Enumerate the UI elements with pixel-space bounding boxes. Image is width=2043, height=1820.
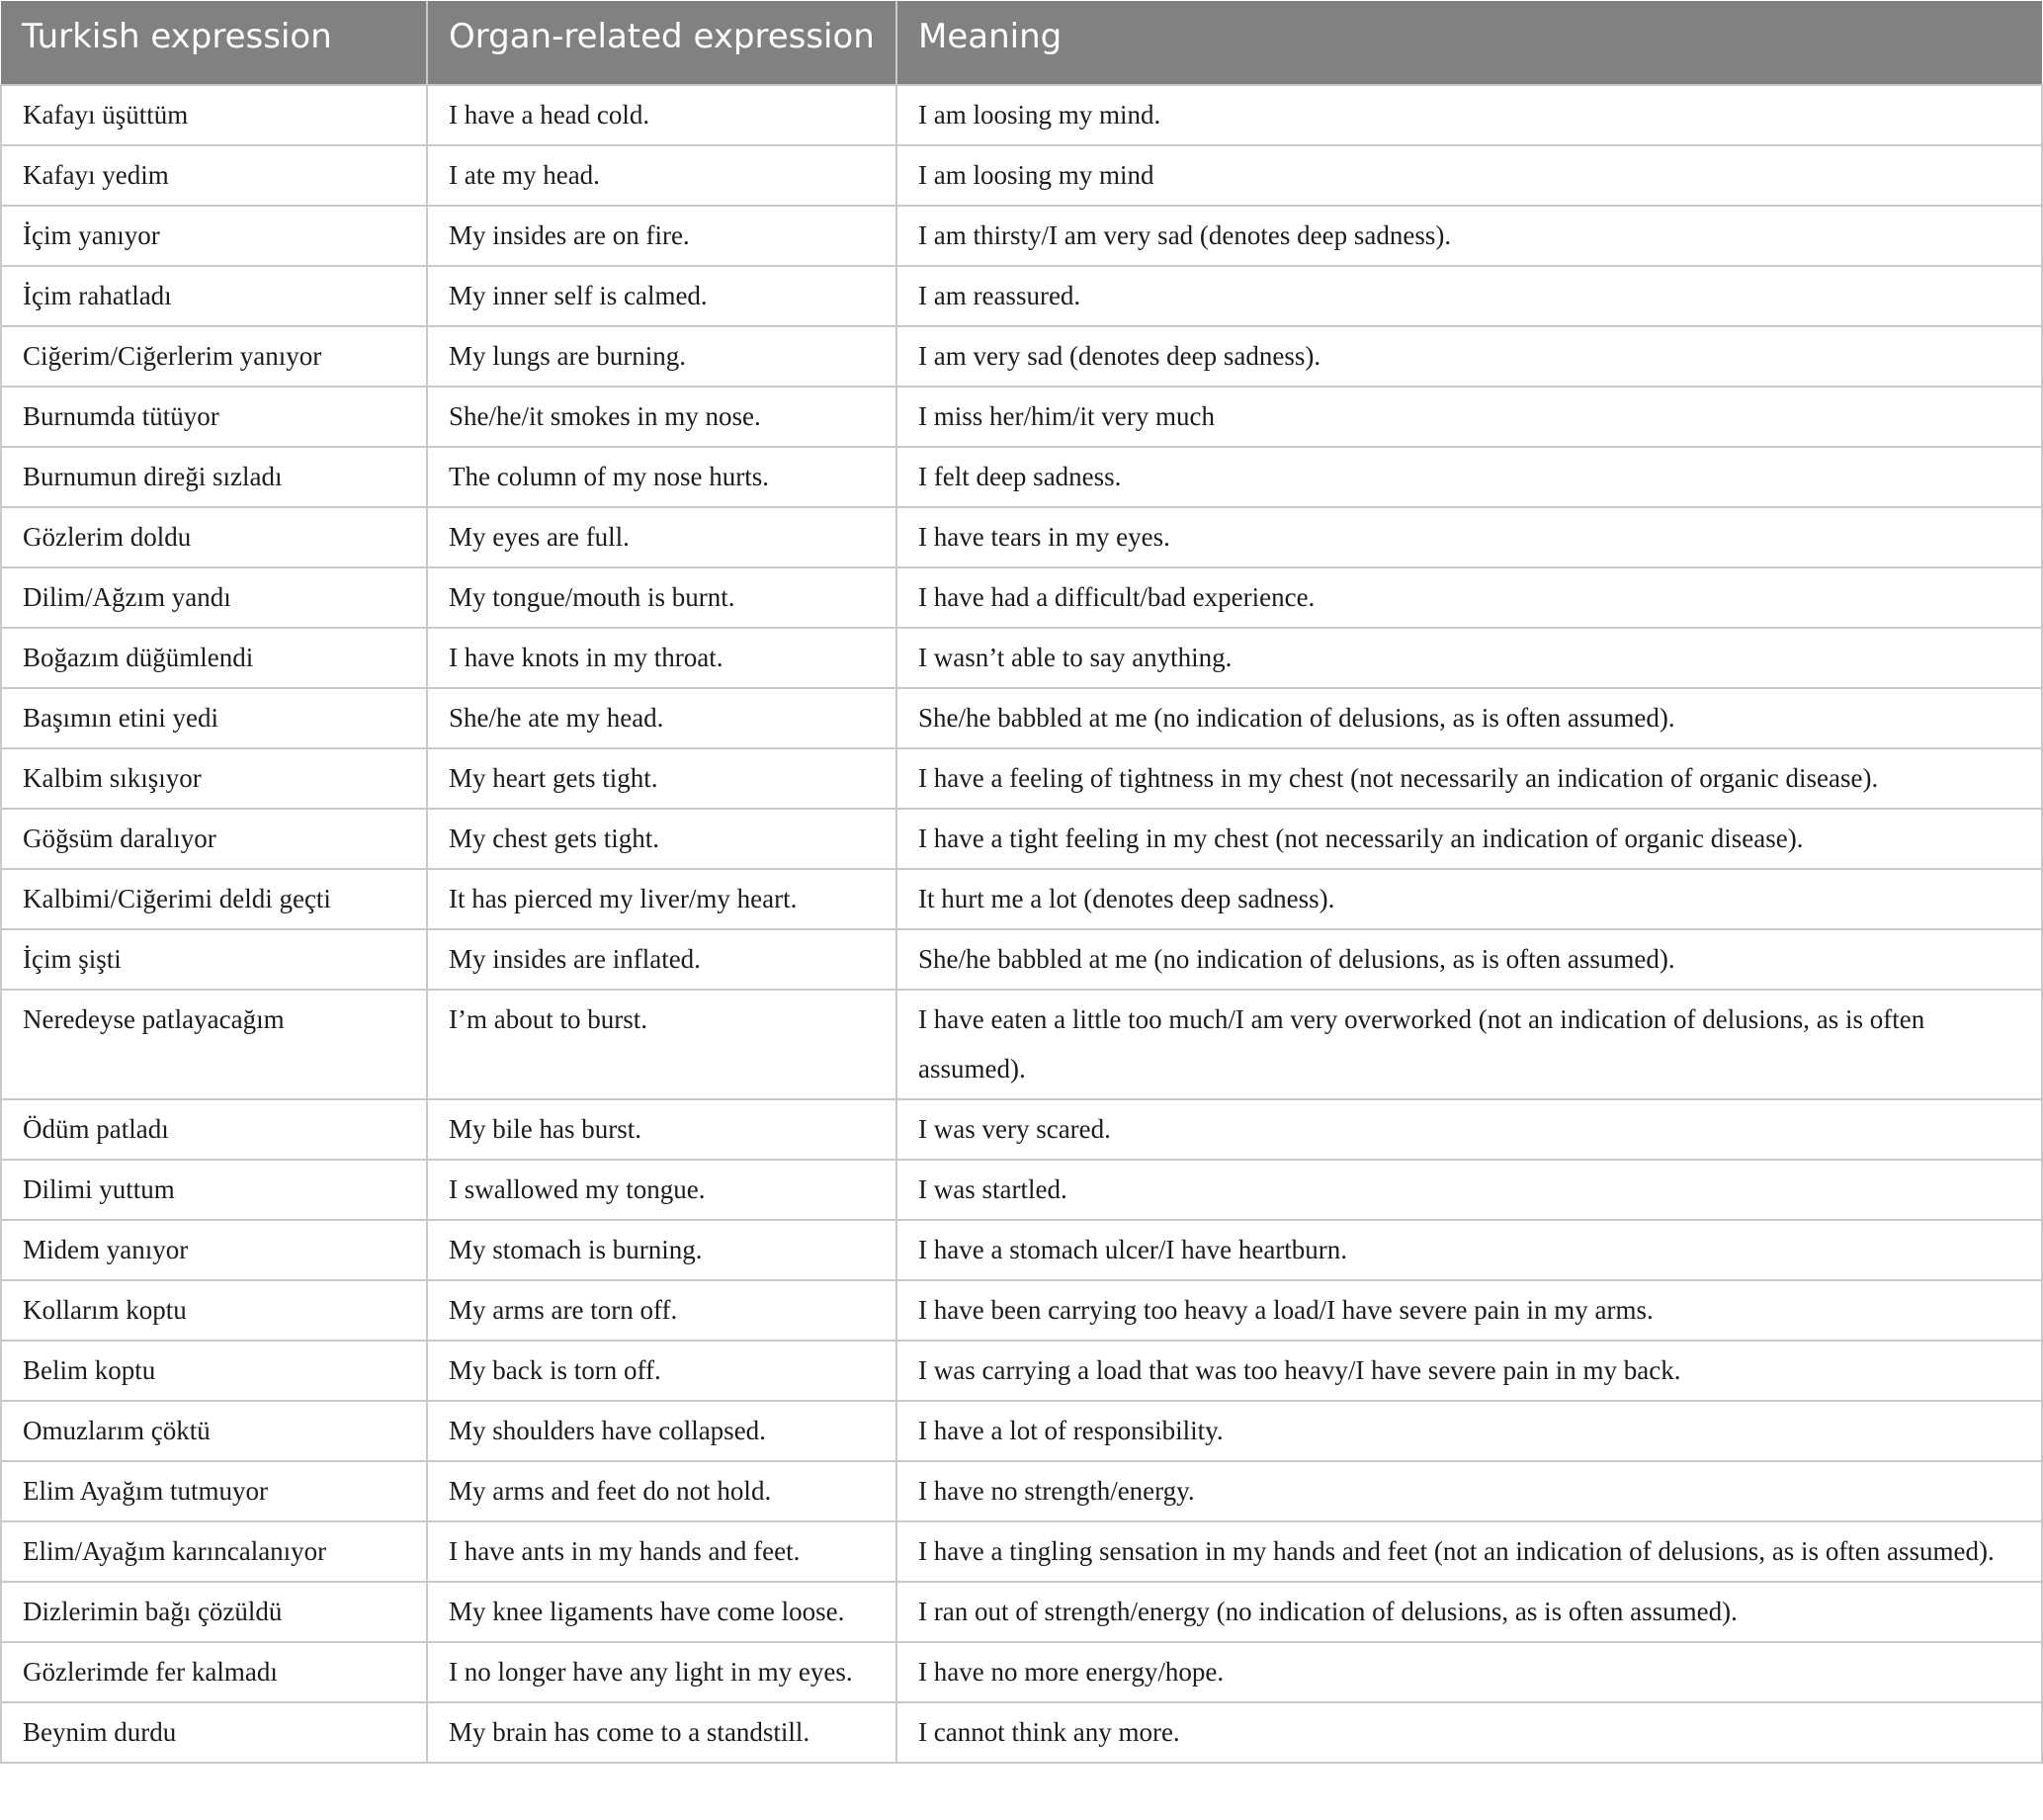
- meaning-cell: I am loosing my mind: [896, 145, 2042, 206]
- table-row: [1, 688, 2042, 748]
- turkish-expression-cell: Elim/Ayağım karıncalanıyor: [1, 1521, 427, 1582]
- turkish-expression-cell: Dizlerimin bağı çözüldü: [1, 1582, 427, 1642]
- turkish-expression-cell: Kafayı üşüttüm: [1, 85, 427, 145]
- organ-related-expression-cell: The column of my nose hurts.: [427, 447, 896, 507]
- turkish-expression-cell: İçim rahatladı: [1, 266, 427, 326]
- meaning-cell: I have been carrying too heavy a load/I have severe pain in my arms.: [896, 1280, 2042, 1341]
- turkish-expression-cell: Beynim durdu: [1, 1702, 427, 1763]
- table-row: [1, 809, 2042, 869]
- organ-related-expression-cell: I have knots in my throat.: [427, 628, 896, 688]
- organ-related-expression-cell: My eyes are full.: [427, 507, 896, 567]
- organ-related-expression-cell: My insides are on fire.: [427, 206, 896, 266]
- organ-related-expression-cell: I no longer have any light in my eyes.: [427, 1642, 896, 1702]
- turkish-expression-cell: Dilim/Ağzım yandı: [1, 567, 427, 628]
- turkish-expression-cell: Boğazım düğümlendi: [1, 628, 427, 688]
- meaning-cell: I have a lot of responsibility.: [896, 1401, 2042, 1461]
- organ-related-expression-cell: She/he ate my head.: [427, 688, 896, 748]
- table-row: [1, 990, 2042, 1099]
- turkish-expression-cell: Dilimi yuttum: [1, 1160, 427, 1220]
- table-row: [1, 1702, 2042, 1763]
- meaning-cell: I have a stomach ulcer/I have heartburn.: [896, 1220, 2042, 1280]
- meaning-cell: I have no more energy/hope.: [896, 1642, 2042, 1702]
- meaning-cell: I have a feeling of tightness in my chest (not necessarily an indication of organic disease).: [896, 748, 2042, 809]
- organ-related-expression-cell: I swallowed my tongue.: [427, 1160, 896, 1220]
- meaning-cell: I wasn’t able to say anything.: [896, 628, 2042, 688]
- turkish-expression-cell: Burnumda tütüyor: [1, 387, 427, 447]
- organ-related-expression-cell: I have a head cold.: [427, 85, 896, 145]
- meaning-cell: I am thirsty/I am very sad (denotes deep sadness).: [896, 206, 2042, 266]
- table-header-row: [1, 1, 2042, 85]
- table-row: [1, 567, 2042, 628]
- table-row: [1, 869, 2042, 929]
- turkish-expression-cell: Midem yanıyor: [1, 1220, 427, 1280]
- turkish-expression-cell: Ödüm patladı: [1, 1099, 427, 1160]
- meaning-cell: I have eaten a little too much/I am very overworked (not an indication of delusions, as is often assumed).: [896, 990, 2042, 1099]
- meaning-cell: I cannot think any more.: [896, 1702, 2042, 1763]
- table-row: [1, 1642, 2042, 1702]
- table-row: [1, 1461, 2042, 1521]
- organ-related-expression-cell: My chest gets tight.: [427, 809, 896, 869]
- meaning-cell: I have a tight feeling in my chest (not necessarily an indication of organic disease).: [896, 809, 2042, 869]
- table-row: [1, 507, 2042, 567]
- organ-related-expression-cell: My insides are inflated.: [427, 929, 896, 990]
- organ-related-expression-cell: My inner self is calmed.: [427, 266, 896, 326]
- turkish-expression-cell: Başımın etini yedi: [1, 688, 427, 748]
- organ-related-expression-cell: She/he/it smokes in my nose.: [427, 387, 896, 447]
- meaning-cell: I am loosing my mind.: [896, 85, 2042, 145]
- table-row: [1, 387, 2042, 447]
- meaning-cell: I miss her/him/it very much: [896, 387, 2042, 447]
- organ-related-expression-cell: My lungs are burning.: [427, 326, 896, 387]
- organ-related-expression-cell: My heart gets tight.: [427, 748, 896, 809]
- meaning-cell: I felt deep sadness.: [896, 447, 2042, 507]
- meaning-cell: I ran out of strength/energy (no indication of delusions, as is often assumed).: [896, 1582, 2042, 1642]
- table-row: [1, 1582, 2042, 1642]
- organ-related-expression-cell: It has pierced my liver/my heart.: [427, 869, 896, 929]
- table-row: [1, 1099, 2042, 1160]
- organ-related-expression-cell: My shoulders have collapsed.: [427, 1401, 896, 1461]
- turkish-expression-cell: Neredeyse patlayacağım: [1, 990, 427, 1099]
- table-row: [1, 326, 2042, 387]
- organ-related-expression-cell: My back is torn off.: [427, 1341, 896, 1401]
- table-row: [1, 1521, 2042, 1582]
- turkish-expression-cell: Gözlerimde fer kalmadı: [1, 1642, 427, 1702]
- turkish-expression-cell: Belim koptu: [1, 1341, 427, 1401]
- organ-related-expression-cell: My stomach is burning.: [427, 1220, 896, 1280]
- meaning-cell: She/he babbled at me (no indication of delusions, as is often assumed).: [896, 688, 2042, 748]
- organ-related-expression-cell: My bile has burst.: [427, 1099, 896, 1160]
- turkish-expression-cell: Kafayı yedim: [1, 145, 427, 206]
- table-row: [1, 447, 2042, 507]
- turkish-expression-cell: Omuzlarım çöktü: [1, 1401, 427, 1461]
- meaning-cell: I have a tingling sensation in my hands and feet (not an indication of delusions, as is often assumed).: [896, 1521, 2042, 1582]
- organ-related-expression-cell: My knee ligaments have come loose.: [427, 1582, 896, 1642]
- table-row: [1, 1401, 2042, 1461]
- meaning-cell: She/he babbled at me (no indication of delusions, as is often assumed).: [896, 929, 2042, 990]
- table-row: [1, 266, 2042, 326]
- organ-related-expression-cell: I’m about to burst.: [427, 990, 896, 1099]
- organ-related-expression-cell: My arms are torn off.: [427, 1280, 896, 1341]
- table-row: [1, 748, 2042, 809]
- table-row: [1, 1160, 2042, 1220]
- meaning-cell: I have had a difficult/bad experience.: [896, 567, 2042, 628]
- turkish-expression-cell: Kollarım koptu: [1, 1280, 427, 1341]
- expressions-table: [0, 1, 2043, 1764]
- organ-related-expression-cell: My brain has come to a standstill.: [427, 1702, 896, 1763]
- meaning-cell: It hurt me a lot (denotes deep sadness).: [896, 869, 2042, 929]
- table-row: [1, 628, 2042, 688]
- organ-related-expression-cell: My tongue/mouth is burnt.: [427, 567, 896, 628]
- meaning-cell: I was carrying a load that was too heavy/I have severe pain in my back.: [896, 1341, 2042, 1401]
- organ-related-expression-cell: I ate my head.: [427, 145, 896, 206]
- turkish-expression-cell: Göğsüm daralıyor: [1, 809, 427, 869]
- turkish-expression-cell: Burnumun direği sızladı: [1, 447, 427, 507]
- header-turkish-expression: Turkish expression: [1, 1, 427, 85]
- turkish-expression-cell: Gözlerim doldu: [1, 507, 427, 567]
- meaning-cell: I have no strength/energy.: [896, 1461, 2042, 1521]
- turkish-expression-cell: Elim Ayağım tutmuyor: [1, 1461, 427, 1521]
- header-meaning: Meaning: [896, 1, 2042, 85]
- meaning-cell: I was very scared.: [896, 1099, 2042, 1160]
- header-organ-related-expression: Organ-related expression: [427, 1, 896, 85]
- turkish-expression-cell: Kalbimi/Ciğerimi deldi geçti: [1, 869, 427, 929]
- table-row: [1, 1220, 2042, 1280]
- table-row: [1, 206, 2042, 266]
- meaning-cell: I was startled.: [896, 1160, 2042, 1220]
- turkish-expression-cell: İçim şişti: [1, 929, 427, 990]
- organ-related-expression-cell: My arms and feet do not hold.: [427, 1461, 896, 1521]
- table-row: [1, 145, 2042, 206]
- turkish-expression-cell: Ciğerim/Ciğerlerim yanıyor: [1, 326, 427, 387]
- organ-related-expression-cell: I have ants in my hands and feet.: [427, 1521, 896, 1582]
- table-row: [1, 1280, 2042, 1341]
- meaning-cell: I am very sad (denotes deep sadness).: [896, 326, 2042, 387]
- meaning-cell: I am reassured.: [896, 266, 2042, 326]
- table-row: [1, 85, 2042, 145]
- table-row: [1, 1341, 2042, 1401]
- meaning-cell: I have tears in my eyes.: [896, 507, 2042, 567]
- table-row: [1, 929, 2042, 990]
- turkish-expression-cell: Kalbim sıkışıyor: [1, 748, 427, 809]
- turkish-expression-cell: İçim yanıyor: [1, 206, 427, 266]
